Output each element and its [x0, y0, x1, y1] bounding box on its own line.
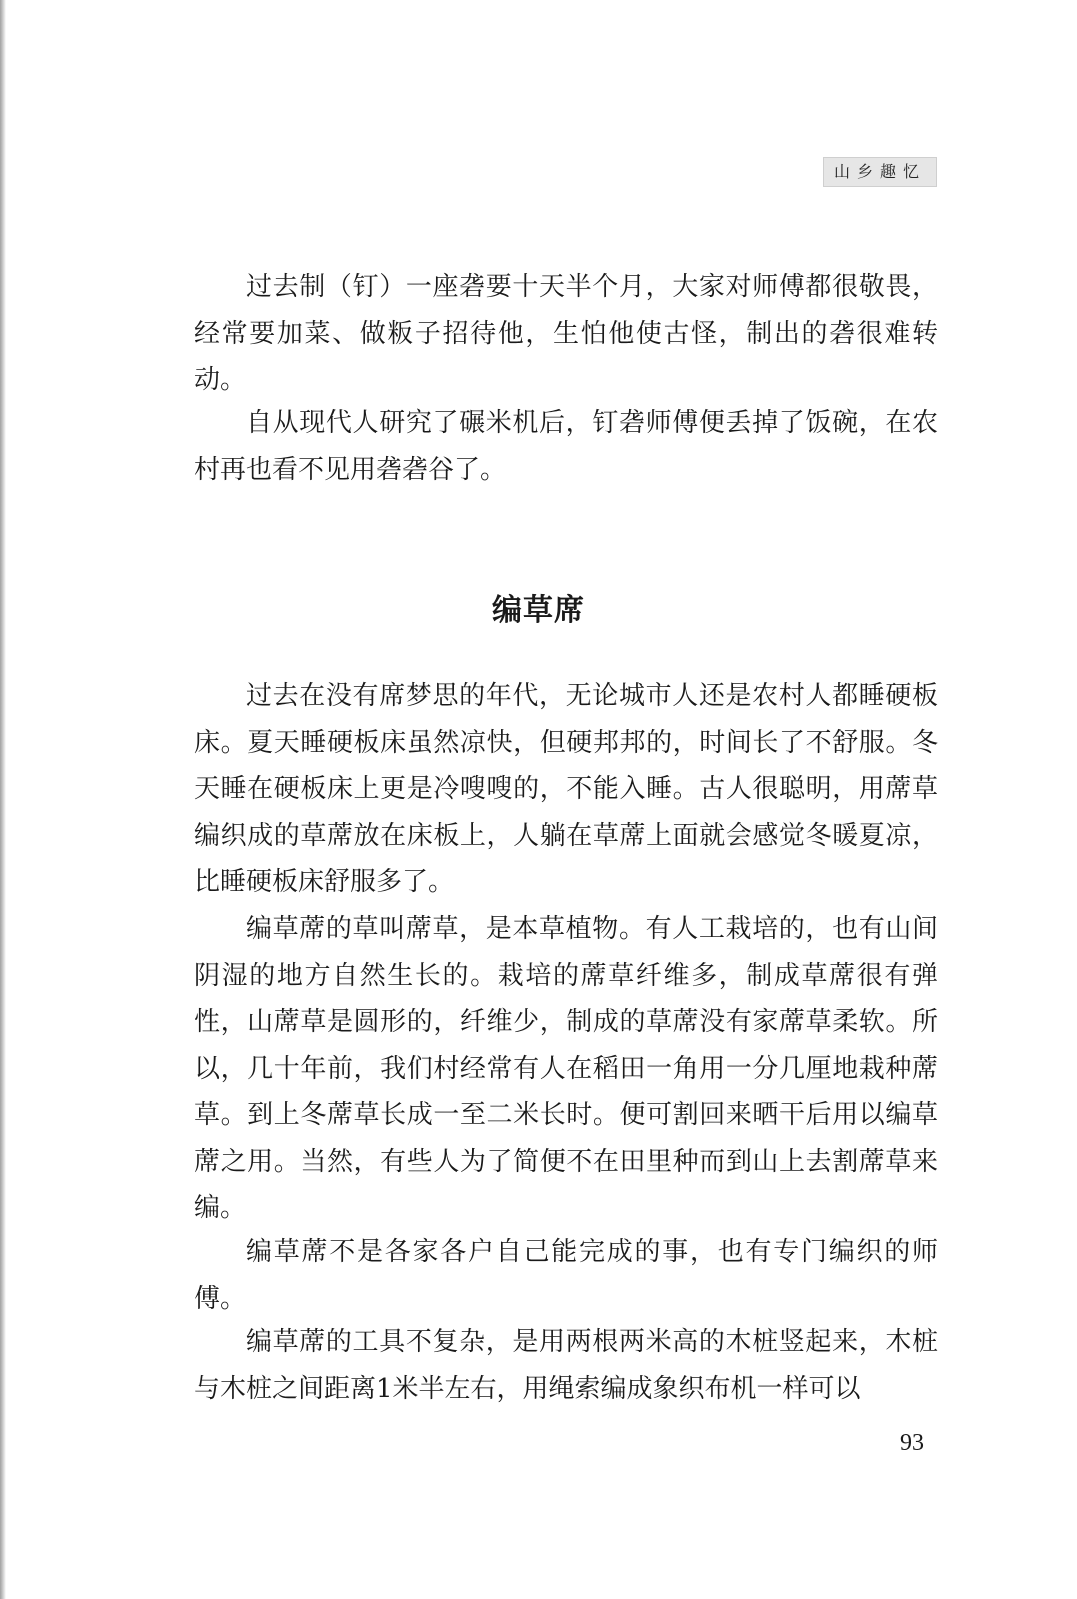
- section-title: 编草席: [492, 593, 585, 628]
- paragraph-1: 过去制（钉）一座砻要十天半个月，大家对师傅都很敬畏，经常要加菜、做粄子招待他，生怕他使古怪，制出的砻很难转动。: [194, 272, 938, 395]
- section-paragraph-2: 编草蓆的草叫蓆草，是本草植物。有人工栽培的，也有山间阴湿的地方自然生长的。栽培的蓆草纤维多，制成草蓆很有弹性，山蓆草是圆形的，纤维少，制成的草蓆没有家蓆草柔软。所以，几十年前，我们村经常有人在稻田一角用一分几厘地栽种蓆草。到上冬蓆草长成一至二米长时。便可割回来晒干后用以编草蓆之用。当然，有些人为了简便不在田里种而到山上去割蓆草来编。: [194, 914, 938, 1223]
- page-number: 93: [900, 1430, 924, 1456]
- section-paragraph-4: 编草蓆的工具不复杂，是用两根两米高的木桩竖起来，木桩与木桩之间距离1米半左右，用绳索编成象织布机一样可以: [194, 1327, 938, 1404]
- section-paragraph-3: 编草蓆不是各家各户自己能完成的事，也有专门编织的师傅。: [194, 1237, 938, 1314]
- scan-edge-shadow: [0, 0, 6, 1599]
- paragraph-2: 自从现代人研究了碾米机后，钉砻师傅便丢掉了饭碗，在农村再也看不见用砻砻谷了。: [194, 408, 938, 485]
- section-paragraph-1: 过去在没有席梦思的年代，无论城市人还是农村人都睡硬板床。夏天睡硬板床虽然凉快，但硬邦邦的，时间长了不舒服。冬天睡在硬板床上更是冷嗖嗖的，不能入睡。古人很聪明，用蓆草编织成的草蓆放在床板上，人躺在草蓆上面就会感觉冬暖夏凉，比睡硬板床舒服多了。: [194, 681, 938, 897]
- running-header: 山乡趣忆: [823, 157, 937, 187]
